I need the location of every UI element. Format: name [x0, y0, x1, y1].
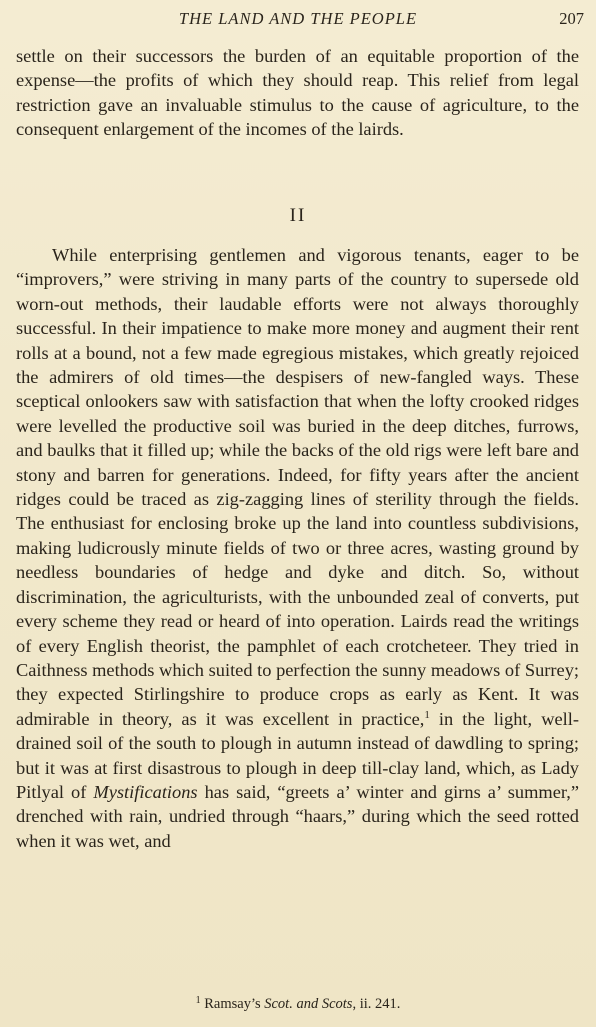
footnote-reference: 1 [424, 708, 430, 721]
footnote-mark: 1 [195, 995, 201, 1006]
footnote [0, 995, 596, 1013]
paragraph-main-part1: While enterprising gentlemen and vigorous tenants, eager to be “improvers,” were striving in many parts of the country to supersede old worn-out methods, their laudable efforts were not always thoroughly successful. In their impatience to make more money and augment their rent rolls at a bound, not a few made egregious mistakes, which greatly rejoiced the admirers of old times—the despisers of new-fangled ways. These sceptical onlookers saw with satisfaction that when the lofty crooked ridges were levelled the productive soil was buried in the deep ditches, furrows, and baulks that it filled up; while the backs of the old rigs were left bare and stony and barren for generations. Indeed, for fifty years after the ancient ridges could be traced as zig-zagging lines of sterility through the fields. The enthusiast for enclosing broke up the land into countless subdivisions, making ludicrously minute fields of two or three acres, wasting ground by needless boundaries of hedge and dyke and ditch. So, without discrimination, the agriculturists, with the unbounded zeal of converts, put every scheme they read or heard of into operation. Lairds read the writings of every English theorist, the pamphlet of each crotcheteer. They tried in Caithness methods which suited to perfection the sunny meadows of Surrey; they expected Stirlingshire to produce crops as early as Kent. It was admirable in theory, as it was excellent in practice, [16, 245, 579, 729]
section-heading: II [289, 205, 307, 226]
paragraph-main-text [16, 243, 579, 853]
footnote-italic-title: Scot. and Scots [264, 996, 353, 1012]
footnote-prefix: Ramsay’s [200, 996, 265, 1012]
paragraph-continued [16, 44, 579, 142]
paragraph-main-part3: has said, “greets a’ winter and girns a’ summer,” drenched with rain, undried through “haars,” during which the seed rotted when it was wet, and [16, 781, 579, 851]
running-head [0, 8, 596, 30]
paragraph-main [16, 243, 579, 853]
paragraph-text: settle on their successors the burden of an equitable proportion of the expense—the profits of which they should reap. This relief from legal restriction gave an invaluable stimulus to the cause of agriculture, to the consequent enlargement of the incomes of the lairds. [16, 46, 579, 140]
italic-book-title: Mystifications [93, 781, 198, 802]
paragraph-main-part2: in the light, well-drained soil of the south to plough in autumn instead of dawdling to spring; but it was at first disastrous to plough in deep till-clay land, which, as Lady Pitlyal of [16, 708, 579, 802]
footnote-suffix: , ii. 241. [352, 996, 401, 1012]
page-number: 207 [559, 9, 584, 28]
running-title: THE LAND AND THE PEOPLE [178, 9, 418, 28]
